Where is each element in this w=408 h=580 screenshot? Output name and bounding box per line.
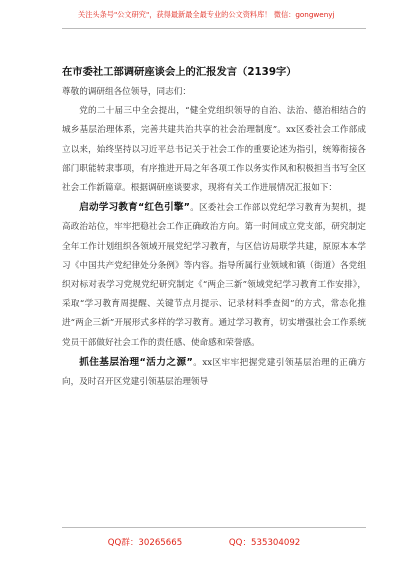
- salutation: 尊敬的调研组各位领导，同志们：: [62, 87, 191, 97]
- section-1-paragraph: [62, 198, 366, 353]
- document-body: [62, 83, 366, 392]
- intro-paragraph: 党的二十届三中全会提出，“健全党组织领导的自治、法治、德治相结合的城乡基层治理体系，完善共建共治共享的社会治理制度”。xx区委社会工作部成立以来，始终坚持以习近平总书记关于社会工作的重要论述为指引，统筹衔接各部门职能转隶事项，有序推进开局之年各项工作以务实作风和积极担当书写全区社会工作新篇章。根据调研座谈要求，现将有关工作进展情况汇报如下：: [62, 106, 366, 194]
- section-2-text: 。xx区牢牢把握党建引领基层治理的正确方向，及时召开区党建引领基层治理领导: [62, 357, 366, 388]
- header-banner: 关注头条号"公文研究"，获得最新最全最专业的公文资料库！ 微信：gongwenyj: [78, 10, 335, 19]
- footer: [0, 536, 408, 548]
- footer-qq: QQ：535304092: [228, 538, 301, 548]
- document-title: 在市委社工部调研座谈会上的汇报发言（2139字）: [62, 66, 297, 78]
- header-divider: [62, 28, 366, 29]
- footer-divider: [62, 527, 366, 528]
- footer-qq-group: QQ群：30265665: [107, 538, 183, 548]
- section-1-heading: 启动学习教育“红色引擎”: [79, 202, 190, 214]
- section-1-text: 。区委社会工作部以党纪学习教育为契机，提高政治站位，牢牢把稳社会工作正确政治方向。第一时间成立党支部，研究制定全年工作计划组织各领域开展党纪学习教育，与区信访局联学共建，原原本本学习《中国共产党纪律处分条例》等内容。指导所属行业领域和镇（街道）各党组织对标对表学习党规党纪研究制定《“两企三新”领域党纪学习教育工作安排》，采取“学习教育周提醒、关键节点月提示、记录材料季查阅”的方式，常态化推进“两企三新”开展形式多样的学习教育。通过学习教育，切实增强社会工作系统党员干部做好社会工作的责任感、使命感和荣誉感。: [62, 203, 366, 348]
- section-2-heading: 抓住基层治理“活力之源”: [79, 356, 193, 368]
- section-2-paragraph: [62, 353, 366, 392]
